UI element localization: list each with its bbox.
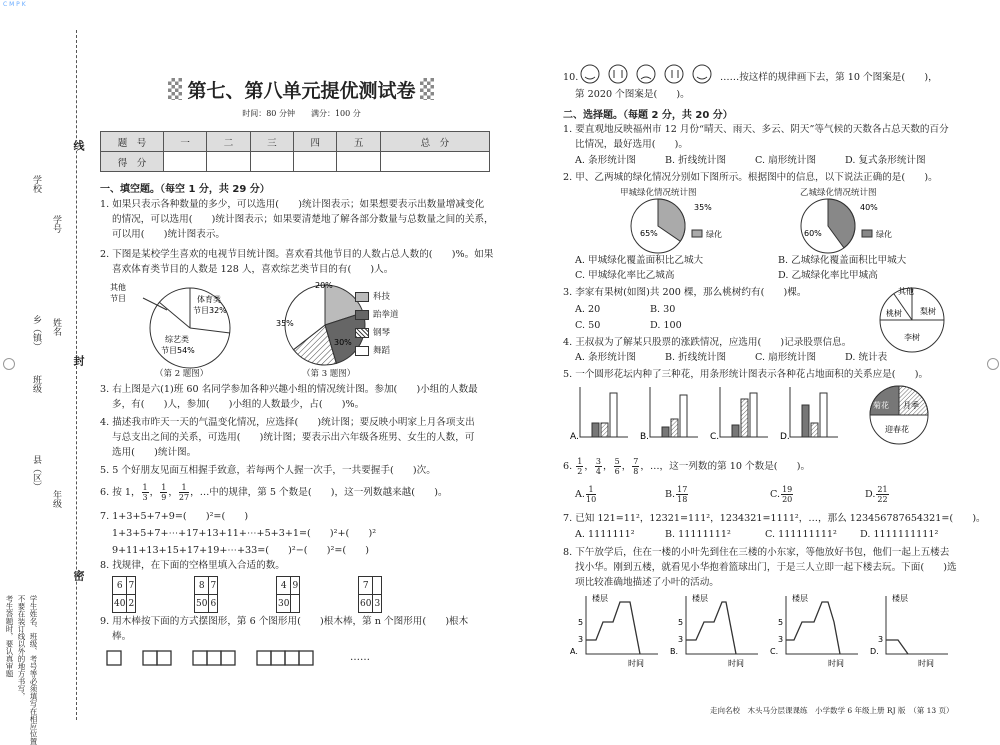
- bar: [741, 399, 748, 437]
- binding-line-mark: 线: [72, 140, 85, 151]
- bar: [750, 393, 757, 437]
- score-header-cell: 五: [337, 132, 380, 152]
- fraction: [781, 485, 793, 504]
- county-label: 县（区）: [31, 455, 41, 491]
- score-row-label: 得 分: [101, 152, 164, 172]
- option-letter: A.: [575, 489, 585, 500]
- choice-question-6: 6. $\frac{1}{2}$ ， $\frac{3}{4}$ ， $\frac{5}{6}$ ， $\frac{7}{8}$ ，…，这一列数的第 10 个数是( )。: [563, 457, 811, 476]
- question-7: [100, 508, 376, 559]
- numerator: 1: [577, 457, 583, 466]
- legend-item: [355, 290, 399, 308]
- choice-question-1: [563, 122, 949, 152]
- face-icon: [672, 70, 678, 78]
- number-box: [276, 576, 300, 613]
- option-c[interactable]: C. 扇形统计图: [755, 352, 817, 363]
- binding-note-1: 考生答题时，要认真审题: [5, 595, 14, 678]
- y-tick: 5: [778, 618, 784, 627]
- graph-axis: [686, 596, 758, 654]
- option-b[interactable]: B. 乙城绿化覆盖面积比甲城大: [778, 255, 907, 266]
- option-c[interactable]: C.: [710, 432, 720, 442]
- pie-percent-label: 30%: [334, 338, 352, 347]
- bar: [802, 405, 809, 437]
- option-d[interactable]: D. 乙城绿化率比甲城高: [778, 270, 878, 281]
- graph-line: [886, 640, 908, 654]
- pie-label-variety: 节目54%: [161, 346, 195, 355]
- grade-label: 年级: [51, 490, 61, 508]
- denominator: 4: [595, 467, 601, 476]
- option-a[interactable]: A.: [570, 647, 578, 656]
- answer-cell[interactable]: [291, 595, 300, 613]
- score-cell[interactable]: [337, 152, 380, 172]
- x-axis-label: 时间: [728, 659, 744, 668]
- pie-label: 菊花: [873, 401, 889, 410]
- choice-question-3: 3. 李家有果树(如图)共 200 棵，那么桃树约有( )棵。: [563, 287, 807, 298]
- denominator: 9: [161, 493, 167, 502]
- denominator: 27: [178, 493, 190, 502]
- numerator: 1: [161, 483, 167, 492]
- legend-label: 绿化: [876, 230, 892, 239]
- option-d[interactable]: D. 100: [650, 320, 682, 331]
- x-axis-label: 时间: [628, 659, 644, 668]
- pie-label: 迎春花: [885, 425, 909, 434]
- score-cell[interactable]: [207, 152, 250, 172]
- choice-question-2: 2. 甲、乙两城的绿化情况分别如下图所示。根据图中的信息，以下说法正确的是( )。: [563, 172, 938, 183]
- number-box: [194, 576, 218, 613]
- denominator: 20: [782, 495, 793, 504]
- option-c[interactable]: C. 111111111²: [765, 529, 837, 540]
- question-line: 喜欢体育类节目的人数是 128 人，喜欢综艺类节目的有( )人。: [112, 264, 394, 275]
- option-b[interactable]: B. 折线统计图: [665, 155, 727, 166]
- binding-dashed-line: [76, 30, 77, 720]
- pie-percent-label: 65%: [640, 229, 658, 238]
- floor-time-line-options: [568, 592, 953, 670]
- y-tick: 3: [778, 635, 784, 644]
- legend-label: 绿化: [706, 230, 722, 239]
- flower-bed-pie: [858, 384, 940, 446]
- fraction: [632, 457, 639, 476]
- question-line: 找小华。刚到五楼，就看见小华抱着篮球出门，于是三人立即一起下楼去玩。下面( )选: [575, 562, 957, 573]
- face-icon: [609, 65, 627, 83]
- question-line: 9. 用木棒按下面的方式摆图形，第 6 个图形用( )根木棒，第 n 个图形用( )根木: [100, 616, 469, 627]
- pie-legend: [355, 290, 399, 362]
- pie-label: 梨树: [920, 307, 936, 316]
- score-cell[interactable]: [164, 152, 207, 172]
- page-title: 第七、第八单元提优测试卷: [187, 80, 416, 102]
- numerator: 1: [586, 485, 596, 495]
- face-icon: [581, 65, 599, 83]
- question-3: [100, 382, 478, 412]
- fraction: [142, 483, 149, 502]
- denominator: 3: [142, 493, 148, 502]
- face-icon: [637, 65, 655, 83]
- box-cell: 8: [195, 577, 209, 595]
- numerator: 3: [595, 457, 601, 466]
- legend-item: [355, 308, 399, 326]
- box-cell: 9: [291, 577, 300, 595]
- student-no-label: 学号: [51, 215, 61, 233]
- score-cell[interactable]: [294, 152, 337, 172]
- box-cell: 30: [277, 595, 291, 613]
- question-line: 1+3+5+7+⋯+17+13+11+⋯+5+3+1=( )²+( )²: [112, 528, 377, 539]
- flower-bar-options: [568, 385, 858, 445]
- question-1: [100, 197, 494, 242]
- option-a[interactable]: A. 20: [575, 304, 601, 315]
- score-cell[interactable]: [380, 152, 489, 172]
- question-line: 8. 下午放学后，住在一楼的小叶先到住在三楼的小东家，等他放好书包，他们一起上五楼去: [563, 547, 950, 558]
- box-cell: 6: [113, 577, 127, 595]
- legend-swatch: [355, 346, 369, 356]
- score-header-cell: 一: [164, 132, 207, 152]
- chart-title-b: 乙城绿化情况统计图: [800, 188, 877, 198]
- pie-label-sport: 节目32%: [193, 306, 227, 315]
- numerator: 5: [614, 457, 620, 466]
- matchstick-figure: [157, 651, 171, 665]
- matchstick-figures: [105, 648, 385, 670]
- numerator: 7: [633, 457, 639, 466]
- binding-note-2: 不要在装订线以外的地方书写，: [17, 595, 26, 700]
- question-10-number: 10.: [563, 72, 579, 83]
- legend-label: 钢琴: [373, 328, 391, 338]
- denominator: 8: [633, 467, 639, 476]
- tv-program-pie-chart: [105, 280, 255, 380]
- denominator: 10: [585, 495, 597, 504]
- option-b[interactable]: B. 折线统计图: [665, 352, 727, 363]
- choice-question-5: 5. 一个圆形花坛内种了三种花，用条形统计图表示各种花占地面积的关系应是( )。: [563, 369, 929, 380]
- matchstick-figure: [299, 651, 313, 665]
- face-icon: [585, 77, 595, 79]
- box-cell: 7: [209, 577, 218, 595]
- pie-label-variety: 综艺类: [165, 335, 189, 344]
- face-icon: [641, 77, 651, 79]
- option-b[interactable]: B.: [640, 432, 650, 442]
- bar: [811, 423, 818, 437]
- pie-label-other: 其他: [110, 283, 126, 292]
- answer-cell[interactable]: [373, 577, 382, 595]
- denominator: 18: [677, 495, 688, 504]
- graph-axis: [586, 596, 658, 654]
- pie-percent-label: 20%: [315, 281, 333, 290]
- option-letter: C.: [770, 489, 781, 500]
- box-cell: 4: [277, 577, 291, 595]
- pie-label: 月季: [903, 401, 919, 410]
- class-label: 班级: [31, 375, 41, 393]
- denominator: 2: [577, 467, 583, 476]
- fraction: [876, 485, 888, 504]
- option-d[interactable]: D. 复式条形统计图: [845, 155, 926, 166]
- question-line: 可以用( )统计图表示。: [112, 229, 226, 240]
- box-cell: 7: [359, 577, 373, 595]
- option-a[interactable]: A.: [570, 432, 579, 442]
- graph-line: [586, 602, 640, 654]
- matchstick-figure: [271, 651, 285, 665]
- pie-label: 其他: [898, 287, 914, 296]
- section-choice: 二、选择题。（每题 2 分，共 20 分）: [563, 110, 733, 121]
- option-d[interactable]: [865, 484, 890, 506]
- matchstick-figure: [285, 651, 299, 665]
- title-decoration-right: [420, 78, 434, 100]
- question-10-line2: 第 2020 个图案是( )。: [575, 89, 690, 100]
- question-line: 比情况，最好选用( )。: [575, 139, 689, 150]
- box-cell: 7: [127, 577, 136, 595]
- matchstick-figure: [257, 651, 271, 665]
- number-box: [112, 576, 136, 613]
- bar: [820, 393, 827, 437]
- score-header-cell: 三: [250, 132, 293, 152]
- question-6: 6. 按 1， $\frac{1}{3}$ ， $\frac{1}{9}$ ， $\frac{1}{27}$ ，…中的规律，第 5 个数是( )，这一列数越来越( )。: [100, 483, 448, 502]
- fraction: [179, 483, 189, 502]
- numerator: 1: [142, 483, 148, 492]
- matchstick-figure: [221, 651, 235, 665]
- question-text: ，…，这一列数的第 10 个数是( )。: [640, 461, 811, 472]
- question-text: ，…中的规律，第 5 个数是( )，这一列数越来越( )。: [190, 487, 448, 498]
- graph-line: [686, 602, 736, 654]
- title-decoration-left: [168, 78, 182, 100]
- matchstick-figure: [143, 651, 157, 665]
- legend-label: 跆拳道: [373, 310, 399, 320]
- option-d[interactable]: D.: [780, 432, 790, 442]
- bar: [671, 419, 678, 437]
- question-line: 的情况，可以选用( )统计图表示；如果要清楚地了解各部分数量与总数量之间的关系，: [112, 214, 494, 225]
- pie-label-other: 节目: [110, 294, 126, 303]
- fraction: [160, 483, 167, 502]
- y-tick: 3: [678, 635, 684, 644]
- legend-swatch: [862, 230, 872, 237]
- question-2: [100, 247, 493, 277]
- question-line: 9+11+13+15+17+19+⋯+33=( )²−( )²=( ): [112, 545, 370, 556]
- city-a-green-pie: [628, 196, 748, 256]
- figure-caption: （第 3 题图）: [302, 369, 356, 379]
- question-line: 3. 右上图是六(1)班 60 名同学参加各种兴趣小组的情况统计图。参加( )小组的人数最: [100, 384, 478, 395]
- option-b[interactable]: B. 11111111²: [665, 529, 731, 540]
- score-header-cell: 总 分: [380, 132, 489, 152]
- graph-axis: [886, 596, 948, 654]
- township-label: 乡（镇）: [31, 315, 41, 351]
- binding-secret-mark: 密: [72, 570, 85, 581]
- fraction: [576, 457, 583, 476]
- pie-percent-label: 35%: [276, 319, 294, 328]
- question-line: 7. 1+3+5+7+9=( )²=( ): [100, 511, 249, 522]
- score-header-cell: 二: [207, 132, 250, 152]
- numerator: 19: [782, 485, 793, 494]
- legend-swatch: [355, 310, 369, 320]
- box-cell: 40: [113, 595, 127, 613]
- fraction: [586, 485, 596, 504]
- print-color-code: C M P K: [3, 1, 26, 8]
- bar: [610, 393, 617, 437]
- school-label: 学校: [31, 175, 41, 193]
- pie-label: 李树: [904, 333, 920, 342]
- x-axis-label: 时间: [918, 659, 934, 668]
- option-c[interactable]: C. 50: [575, 320, 601, 331]
- fraction: [595, 457, 602, 476]
- box-cell: 50: [195, 595, 209, 613]
- fraction: [676, 485, 688, 504]
- pie-percent-label: 40%: [860, 203, 878, 212]
- option-a[interactable]: A. 条形统计图: [575, 155, 636, 166]
- y-tick: 5: [678, 618, 684, 627]
- question-line: 棒。: [112, 631, 132, 642]
- question-line: 1. 要直观地反映福州市 12 月份“晴天、雨天、多云、阴天”等气候的天数各占总天数的百分: [563, 124, 949, 135]
- box-cell: 60: [359, 595, 373, 613]
- fruit-tree-pie: [876, 282, 948, 354]
- matchstick-figure: [207, 651, 221, 665]
- face-icon: [697, 77, 707, 79]
- bar: [732, 425, 739, 437]
- numerator: 21: [877, 485, 888, 494]
- score-header-cell: 四: [294, 132, 337, 152]
- score-cell[interactable]: [250, 152, 293, 172]
- option-a[interactable]: A. 甲城绿化覆盖面积比乙城大: [575, 255, 704, 266]
- option-c[interactable]: C.: [770, 647, 779, 656]
- pie-label-sport: 体育类: [197, 295, 221, 304]
- pie-label: 桃树: [886, 309, 902, 318]
- box-cell: 6: [209, 595, 218, 613]
- name-label: 姓名: [51, 318, 61, 336]
- option-c[interactable]: C. 甲城绿化率比乙城高: [575, 270, 675, 281]
- option-d[interactable]: D. 1111111111²: [860, 529, 939, 540]
- pie-percent-label: 35%: [694, 203, 712, 212]
- number-box: [358, 576, 382, 613]
- option-b[interactable]: [665, 484, 689, 506]
- question-line: 项比较准确地描述了小叶的活动。: [575, 577, 719, 588]
- graph-line: [786, 602, 840, 654]
- registration-mark: [3, 358, 15, 370]
- choice-question-4: 4. 王叔叔为了解某只股票的涨跌情况，应选用( )记录股票信息。: [563, 337, 852, 348]
- bar: [662, 427, 669, 437]
- denominator: 6: [614, 467, 620, 476]
- legend-label: 科技: [373, 292, 391, 302]
- legend-swatch: [692, 230, 702, 237]
- choice-question-8: [563, 545, 957, 590]
- fraction: [614, 457, 621, 476]
- legend-item: [355, 326, 399, 344]
- y-tick: 3: [578, 635, 584, 644]
- graph-axis: [786, 596, 858, 654]
- bar: [601, 423, 608, 437]
- section-fill-blank: 一、填空题。（每空 1 分，共 29 分）: [100, 184, 270, 195]
- registration-mark: [987, 358, 999, 370]
- question-9: [100, 614, 468, 644]
- option-letter: D.: [865, 489, 876, 500]
- choice-question-7: 7. 已知 121=11²，12321=111²，1234321=1111²，…，那么 123456787654321=( )。: [563, 513, 986, 524]
- matchstick-figure: [107, 651, 121, 665]
- ellipsis: ……: [350, 652, 370, 663]
- legend-swatch: [355, 328, 369, 338]
- option-c[interactable]: C. 扇形统计图: [755, 155, 817, 166]
- city-b-green-pie: [798, 196, 918, 256]
- x-axis-label: 时间: [828, 659, 844, 668]
- option-a[interactable]: A. 1111111²: [575, 529, 635, 540]
- face-icon: [665, 65, 683, 83]
- page-footer: 走向名校 木头马分层课课练 小学数学 6 年级上册 RJ 版 （第 13 页）: [710, 706, 954, 715]
- option-d[interactable]: D.: [870, 647, 879, 656]
- face-pattern-sequence: [578, 63, 718, 85]
- score-header-cell: 题 号: [101, 132, 164, 152]
- denominator: 22: [877, 495, 888, 504]
- y-tick: 3: [878, 635, 884, 644]
- box-cell: 2: [127, 595, 136, 613]
- page-subtitle: 时间：80 分钟 满分：100 分: [242, 109, 361, 118]
- question-text: 6. 按 1，: [100, 487, 141, 498]
- question-8: 8. 找规律，在下面的空格里填入合适的数。: [100, 560, 285, 571]
- binding-note-3: 学生姓名、班级、考号等必须填写在相应位置: [29, 595, 38, 745]
- chart-title-a: 甲城绿化情况统计图: [620, 188, 697, 198]
- numerator: 17: [677, 485, 688, 494]
- numerator: 1: [179, 483, 189, 493]
- question-text: 6.: [563, 461, 573, 472]
- question-line: 与总支出之间的关系，可选用( )统计图；要表示出六年级各班男、女生的人数，可: [112, 432, 475, 443]
- option-a[interactable]: A. 条形统计图: [575, 352, 636, 363]
- question-4: [100, 415, 475, 460]
- option-a[interactable]: [575, 484, 597, 506]
- option-b[interactable]: B.: [670, 647, 679, 656]
- score-table: [100, 131, 490, 172]
- option-c[interactable]: [770, 484, 794, 506]
- option-d[interactable]: D. 统计表: [845, 352, 888, 363]
- box-cell: 3: [373, 595, 382, 613]
- legend-swatch: [355, 292, 369, 302]
- y-axis-label: 楼层: [892, 594, 908, 603]
- pie-percent-label: 60%: [804, 229, 822, 238]
- question-line: 多，有( )人，参加( )小组的人数最少，占( )%。: [112, 399, 365, 410]
- option-letter: B.: [665, 489, 676, 500]
- legend-item: [355, 344, 399, 362]
- question-line: 4. 描述我市昨天一天的气温变化情况，应选择( )统计图；要反映小明家上月各项支出: [100, 417, 475, 428]
- bar: [592, 423, 599, 437]
- question-5: 5. 5 个好朋友见面互相握手致意，若每两个人握一次手，一共要握手( )次。: [100, 465, 436, 476]
- option-b[interactable]: B. 30: [650, 304, 676, 315]
- figure-caption: （第 2 题图）: [155, 369, 209, 379]
- matchstick-figure: [193, 651, 207, 665]
- face-icon: [614, 70, 622, 78]
- question-line: 1. 如果只表示各种数量的多少，可以选用( )统计图表示；如果想要表示出数量增减变化: [100, 199, 485, 210]
- question-10: ……按这样的规律画下去，第 10 个图案是( )，: [720, 72, 938, 83]
- legend-label: 舞蹈: [373, 346, 391, 356]
- question-line: 2. 下图是某校学生喜欢的电视节目统计图。喜欢看其他节目的人数占总人数的( )%。如果: [100, 249, 494, 260]
- binding-seal-mark: 封: [72, 355, 85, 366]
- y-tick: 5: [578, 618, 584, 627]
- bar: [680, 395, 687, 437]
- question-line: 选用( )统计图。: [112, 447, 197, 458]
- y-axis-label: 楼层: [692, 594, 708, 603]
- y-axis-label: 楼层: [792, 594, 808, 603]
- y-axis-label: 楼层: [592, 594, 608, 603]
- face-icon: [693, 65, 711, 83]
